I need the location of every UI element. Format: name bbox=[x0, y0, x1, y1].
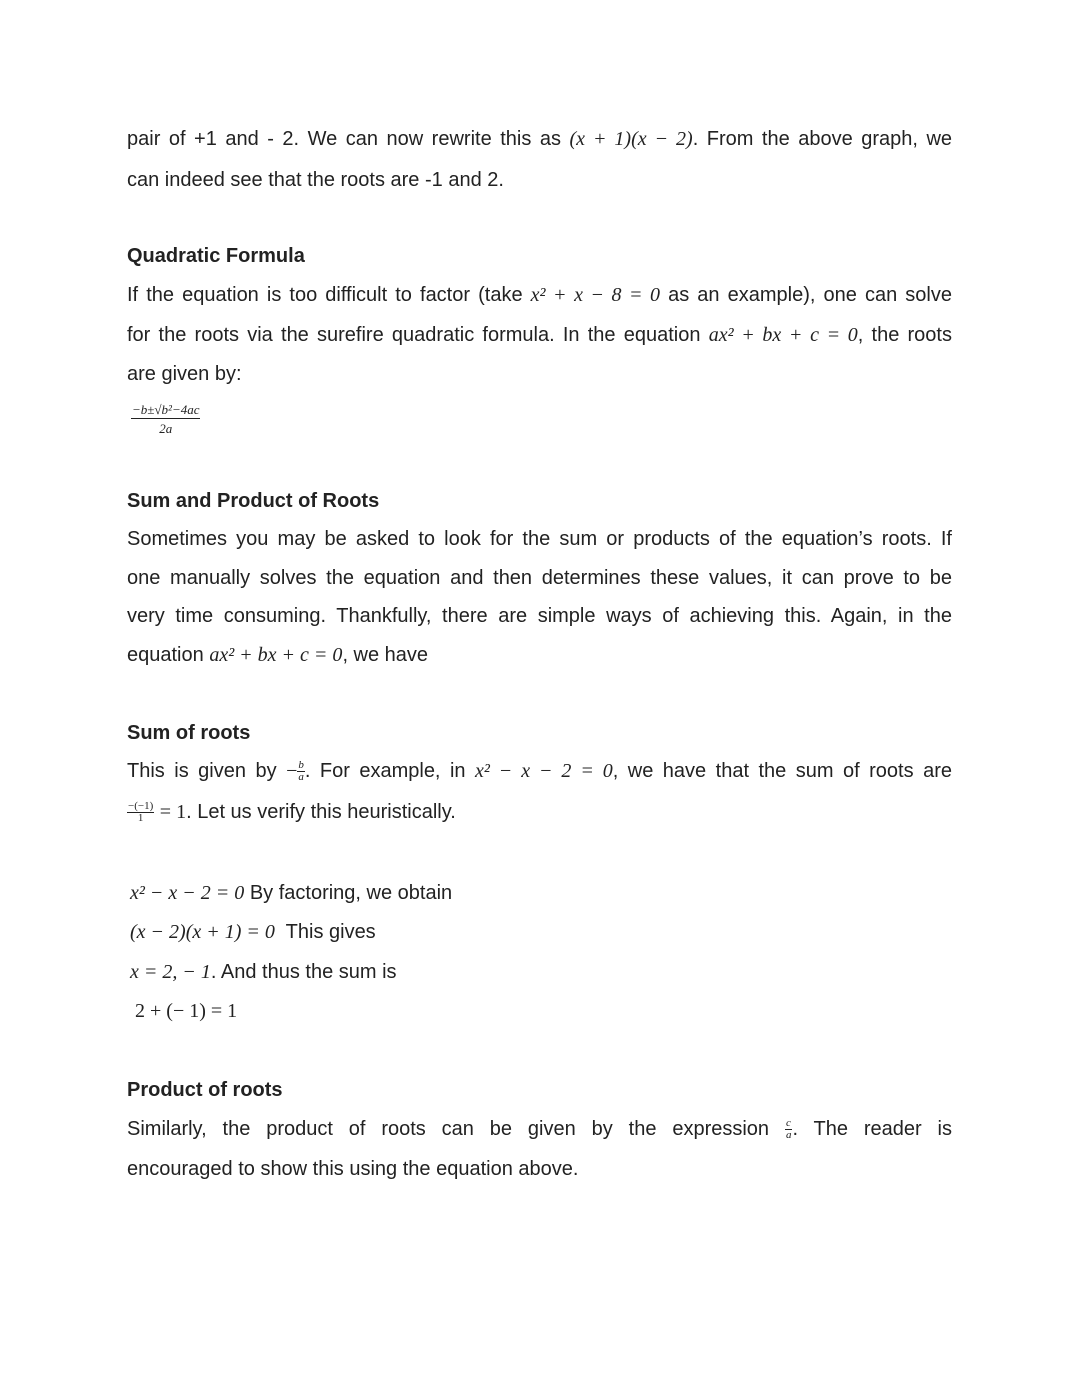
fraction-b-over-a: $\frac{b}{a}$ bbox=[298, 759, 304, 784]
math-expression: x = 2, − 1 bbox=[130, 961, 211, 983]
math-expression: x² − x − 2 = 0 bbox=[475, 760, 613, 782]
section-heading-sum-of-roots: Sum of roots bbox=[127, 722, 251, 744]
paragraph-line: one manually solves the equation and then determines these values, it can prove to be bbox=[127, 567, 952, 589]
math-expression: ax² + bx + c = 0 bbox=[209, 644, 343, 666]
formula-numerator: −b±√b²−4ac bbox=[132, 402, 200, 417]
section-heading-sum-and-product: Sum and Product of Roots bbox=[127, 490, 380, 512]
step-line: x = 2, − 1. And thus the sum is bbox=[130, 961, 397, 983]
fraction-c-over-a: $\frac{c}{a}$ bbox=[785, 1117, 792, 1142]
math-expression: (x − 2)(x + 1) = 0 bbox=[130, 921, 275, 943]
paragraph-line: This is given by − $\frac{b}{a}$ . For example, in x² − x − 2 = 0, we have that the sum of roots are bbox=[127, 759, 952, 784]
quadratic-formula bbox=[131, 402, 200, 437]
paragraph-line: encouraged to show this using the equation above. bbox=[127, 1158, 579, 1180]
paragraph-line: pair of +1 and - 2. We can now rewrite this as (x + 1)(x − 2). From the above graph, we bbox=[127, 128, 953, 150]
math-expression: (x + 1)(x − 2) bbox=[569, 128, 693, 150]
paragraph-line: very time consuming. Thankfully, there are simple ways of achieving this. Again, in the bbox=[127, 605, 952, 627]
step-line: (x − 2)(x + 1) = 0 This gives bbox=[130, 921, 376, 943]
formula-denominator: 2a bbox=[159, 421, 173, 436]
step-line: x² − x − 2 = 0 By factoring, we obtain bbox=[130, 882, 453, 904]
paragraph-line: Similarly, the product of roots can be given by the expression $\frac{c}{a}$ . The reader is bbox=[127, 1117, 952, 1142]
step-line bbox=[135, 1000, 237, 1023]
math-expression: x² − x − 2 = 0 bbox=[130, 882, 245, 904]
math-expression: 2 + (− 1) = 1 bbox=[135, 1000, 238, 1022]
section-heading-quadratic-formula: Quadratic Formula bbox=[127, 245, 305, 267]
math-expression: x² + x − 8 = 0 bbox=[530, 284, 661, 306]
paragraph-line: can indeed see that the roots are -1 and 2. bbox=[127, 169, 504, 191]
paragraph-line: are given by: bbox=[127, 363, 242, 385]
fraction-sum-of-roots: $\frac{-(-1)}{1}$ bbox=[128, 800, 154, 825]
paragraph-line: Sometimes you may be asked to look for the sum or products of the equation’s roots. If bbox=[127, 528, 952, 550]
section-heading-product-of-roots: Product of roots bbox=[127, 1079, 283, 1101]
math-expression: = 1 bbox=[159, 801, 187, 823]
paragraph-line: for the roots via the surefire quadratic formula. In the equation ax² + bx + c = 0, the roots bbox=[127, 324, 952, 346]
paragraph-line: equation ax² + bx + c = 0, we have bbox=[127, 644, 429, 666]
paragraph-line: If the equation is too difficult to factor (take x² + x − 8 = 0 as an example), one can solve bbox=[127, 284, 952, 306]
math-expression: ax² + bx + c = 0 bbox=[708, 324, 858, 346]
paragraph-line: $\frac{-(-1)}{1}$ = 1. Let us verify this heuristically. bbox=[128, 800, 456, 825]
